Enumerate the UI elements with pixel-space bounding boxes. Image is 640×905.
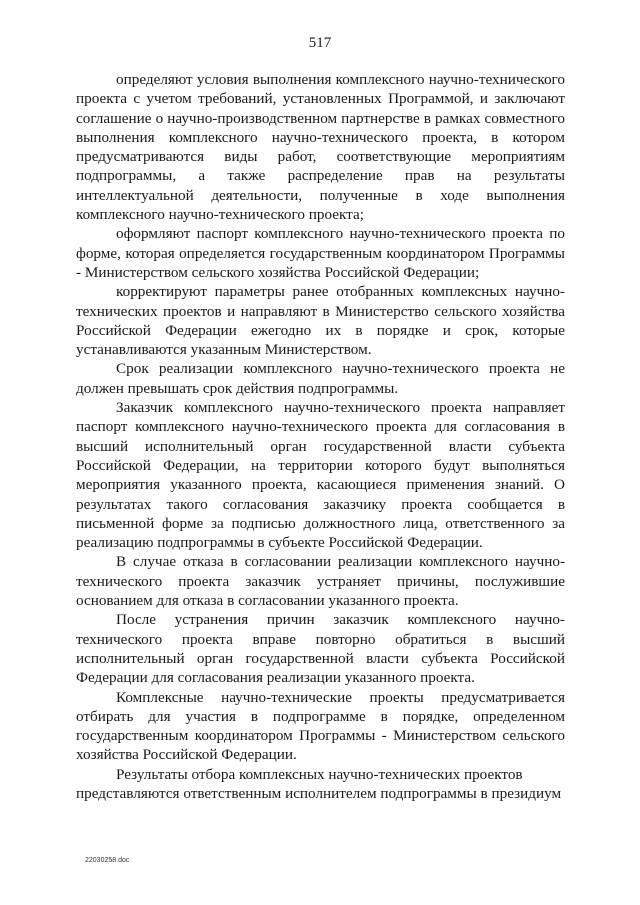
paragraph-conditions: определяют условия выполнения комплексного научно-технического проекта с учетом требований, установленных Программой, и заключают соглашение о научно-производственном партнерстве в рамках совместного выполнения комплексного научно-технического проекта, в котором предусматриваются виды работ, соответствующие мероприятиям подпрограммы, а также распределение прав на результаты интеллектуальной деятельности, полученные в ходе выполнения комплексного научно-технического проекта; — [76, 71, 565, 224]
document-body — [76, 70, 565, 803]
paragraph-passport: оформляют паспорт комплексного научно-технического проекта по форме, которая определяется государственным координатором Программы - Министерством сельского хозяйства Российской Федерации; — [76, 225, 565, 281]
paragraph-refusal: В случае отказа в согласовании реализации комплексного научно-технического проекта заказчик устраняет причины, послужившие основанием для отказа в согласовании указанного проекта. — [76, 553, 565, 610]
page-number: 517 — [308, 35, 332, 51]
paragraph-adjust-parameters: корректируют параметры ранее отобранных комплексных научно-технических проектов и направляют в Министерство сельского хозяйства Российской Федерации ежегодно их в порядке и срок, которые устанавливаются указанным Министерством. — [76, 283, 565, 359]
footer-code: 22030258.doc — [85, 857, 130, 864]
paragraph-selection: Комплексные научно-технические проекты предусматривается отбирать для участия в подпрограмме в порядке, определенном государственным координатором Программы - Министерством сельского хозяйства Российской Федерации. — [76, 688, 565, 764]
paragraph-after-elimination: После устранения причин заказчик комплексного научно-технического проекта вправе повторно обратиться в высший исполнительный орган государственной власти субъекта Российской Федерации для согласования реализации указанного проекта. — [76, 611, 565, 687]
paragraph-term: Срок реализации комплексного научно-технического проекта не должен превышать срок действия подпрограммы. — [76, 360, 565, 397]
paragraph-customer-sends: Заказчик комплексного научно-технического проекта направляет паспорт комплексного научно-технического проекта для согласования в высший исполнительный орган государственной власти субъекта Российской Федерации, на территории которого будут выполняться мероприятия указанного проекта, касающиеся применения знаний. О результатах такого согласования заказчику проекта сообщается в письменной форме за подписью должностного лица, ответственного за реализацию подпрограммы в субъекте Российской Федерации. — [76, 399, 565, 552]
paragraph-results: Результаты отбора комплексных научно-технических проектов представляются ответственным исполнителем подпрограммы в президиум — [76, 765, 562, 802]
